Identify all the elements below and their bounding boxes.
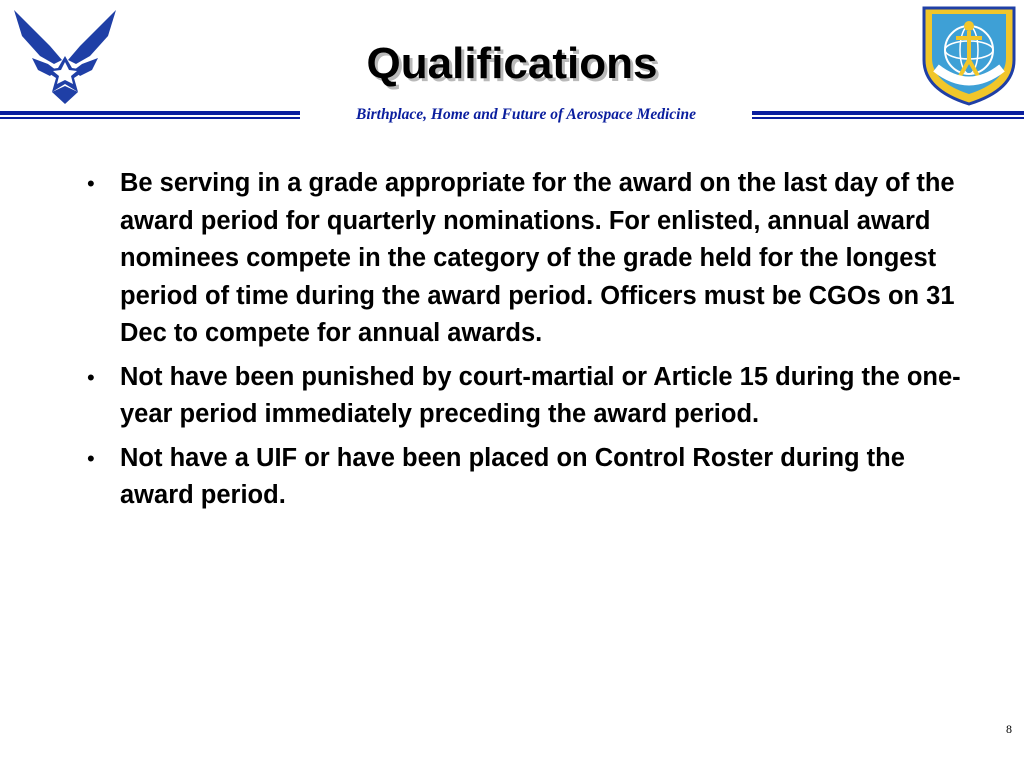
bullet-text: Not have been punished by court-martial or Article 15 during the one-year period immediately preceding the award period. [120, 362, 961, 428]
bullet-icon: • [87, 364, 95, 390]
bullet-item [84, 440, 974, 515]
header-band [0, 104, 1024, 126]
slide-title: Qualifications [366, 39, 658, 88]
bullet-text: Not have a UIF or have been placed on Control Roster during the award period. [120, 443, 905, 509]
bullet-icon: • [87, 171, 95, 196]
bullet-icon: • [87, 445, 95, 471]
header-rule-left-thin [0, 117, 300, 119]
tagline: Birthplace, Home and Future of Aerospace Medicine [356, 106, 696, 123]
page-number: 8 [1006, 722, 1012, 736]
bullet-list [84, 165, 974, 521]
header-rule-left [0, 111, 300, 115]
bullet-text: Be serving in a grade appropriate for the award on the last day of the award period for quarterly nominations. For enlisted, annual award nominees compete in the category of the grade held for the longest period of time during the award period. Officers must be CGOs on 31 Dec to compete for annual awards. [120, 169, 955, 347]
bullet-item [84, 359, 974, 434]
header-rule-right [752, 111, 1024, 115]
bullet-item [84, 165, 974, 353]
header-rule-right-thin [752, 117, 1024, 119]
